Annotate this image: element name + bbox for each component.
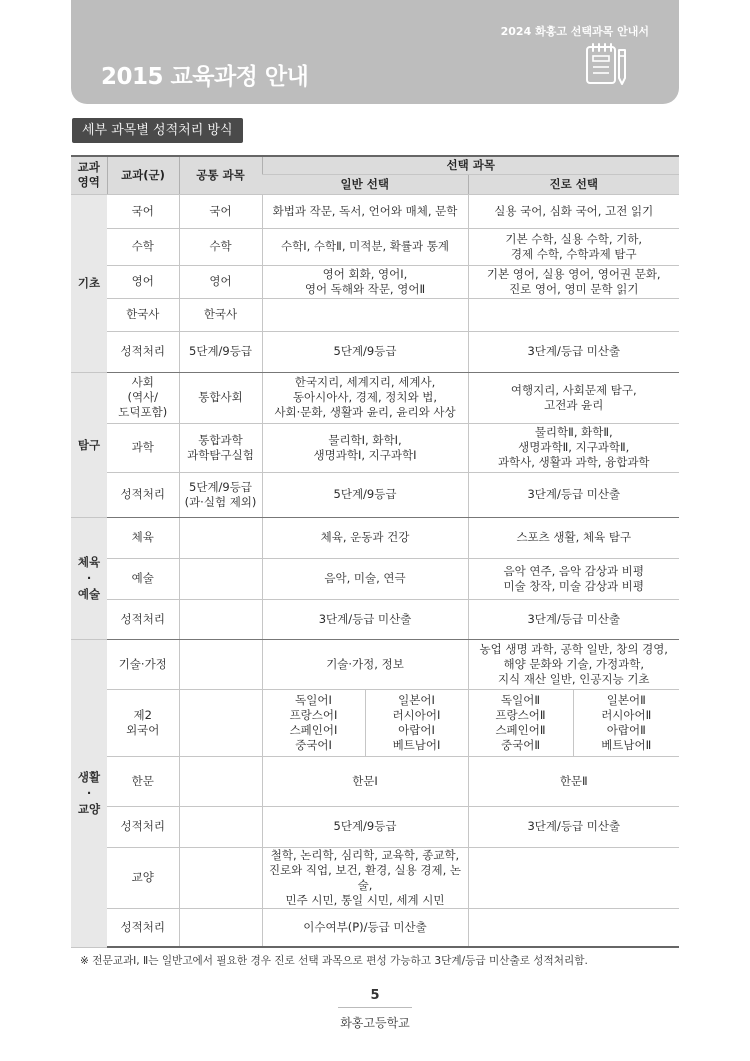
common-cell: 영어 — [179, 265, 262, 298]
subject-cell: 한국사 — [107, 298, 179, 331]
common-cell: 통합사회 — [179, 372, 262, 423]
general-cell: 5단계/9등급 — [262, 331, 468, 372]
area-life: 생활 · 교양 — [71, 639, 107, 947]
general-cell: 음악, 미술, 연극 — [262, 558, 468, 599]
footnote: ※ 전문교과Ⅰ, Ⅱ는 일반고에서 필요한 경우 진로 선택 과목으로 편성 가능하고 3단계/등급 미산출로 성적처리함. — [80, 955, 588, 967]
career-cell: 스포츠 생활, 체육 탐구 — [468, 517, 679, 558]
career-cell — [468, 908, 679, 947]
common-cell — [179, 599, 262, 639]
career-cell: 3단계/등급 미산출 — [468, 331, 679, 372]
school-name: 화홍고등학교 — [340, 1016, 410, 1030]
subject-cell: 과학 — [107, 423, 179, 472]
curriculum-table — [71, 155, 679, 948]
career-cell: 물리학Ⅱ, 화학Ⅱ, 생명과학Ⅱ, 지구과학Ⅱ, 과학사, 생활과 과학, 융합과학 — [468, 423, 679, 472]
table-row — [71, 558, 679, 599]
table-row — [71, 517, 679, 558]
subject-cell: 성적처리 — [107, 599, 179, 639]
subject-cell: 성적처리 — [107, 908, 179, 947]
section-title: 세부 과목별 성적처리 방식 — [72, 118, 243, 143]
general-cell: 5단계/9등급 — [262, 472, 468, 517]
subject-cell: 영어 — [107, 265, 179, 298]
career-cell-b: 일본어Ⅱ 러시아어Ⅱ 아랍어Ⅱ 베트남어Ⅱ — [573, 689, 679, 756]
table-row — [71, 331, 679, 372]
career-cell — [468, 298, 679, 331]
table-row — [71, 472, 679, 517]
header-elective: 선택 과목 — [262, 156, 679, 174]
subject-cell: 성적처리 — [107, 806, 179, 847]
subject-cell: 국어 — [107, 194, 179, 228]
general-cell: 기술·가정, 정보 — [262, 639, 468, 689]
table-row — [71, 639, 679, 689]
area-pe-arts: 체육 · 예술 — [71, 517, 107, 639]
general-cell: 화법과 작문, 독서, 언어와 매체, 문학 — [262, 194, 468, 228]
header-career: 진로 선택 — [468, 174, 679, 194]
table-row — [71, 756, 679, 806]
general-cell-b: 일본어Ⅰ 러시아어Ⅰ 아랍어Ⅰ 베트남어Ⅰ — [365, 689, 468, 756]
common-cell — [179, 639, 262, 689]
header-general: 일반 선택 — [262, 174, 468, 194]
subject-cell: 성적처리 — [107, 472, 179, 517]
table-row — [71, 908, 679, 947]
common-cell — [179, 806, 262, 847]
area-inquiry: 탐구 — [71, 372, 107, 517]
document-title: 2024 화홍고 선택과목 안내서 — [500, 25, 649, 38]
common-cell: 수학 — [179, 228, 262, 265]
table-row — [71, 847, 679, 908]
subject-cell: 성적처리 — [107, 331, 179, 372]
table-row — [71, 423, 679, 472]
common-cell — [179, 689, 262, 756]
career-cell: 기본 영어, 실용 영어, 영어권 문화, 진로 영어, 영미 문학 읽기 — [468, 265, 679, 298]
career-cell: 여행지리, 사회문제 탐구, 고전과 윤리 — [468, 372, 679, 423]
career-cell: 3단계/등급 미산출 — [468, 599, 679, 639]
career-cell: 3단계/등급 미산출 — [468, 472, 679, 517]
subject-cell: 제2 외국어 — [107, 689, 179, 756]
common-cell — [179, 908, 262, 947]
header-common: 공통 과목 — [179, 156, 262, 194]
common-cell — [179, 847, 262, 908]
general-cell: 5단계/9등급 — [262, 806, 468, 847]
table-row — [71, 265, 679, 298]
header-area: 교과 영역 — [71, 156, 107, 194]
footer-divider — [338, 1007, 412, 1008]
career-cell: 3단계/등급 미산출 — [468, 806, 679, 847]
table-row — [71, 372, 679, 423]
general-cell: 수학Ⅰ, 수학Ⅱ, 미적분, 확률과 통계 — [262, 228, 468, 265]
career-cell: 한문Ⅱ — [468, 756, 679, 806]
general-cell: 체육, 운동과 건강 — [262, 517, 468, 558]
subject-cell: 체육 — [107, 517, 179, 558]
common-cell — [179, 558, 262, 599]
general-cell: 한문Ⅰ — [262, 756, 468, 806]
table-row — [71, 228, 679, 265]
career-cell: 기본 수학, 실용 수학, 기하, 경제 수학, 수학과제 탐구 — [468, 228, 679, 265]
general-cell: 이수여부(P)/등급 미산출 — [262, 908, 468, 947]
main-title: 2015 교육과정 안내 — [101, 64, 309, 90]
general-cell: 물리학Ⅰ, 화학Ⅰ, 생명과학Ⅰ, 지구과학Ⅰ — [262, 423, 468, 472]
table-row — [71, 806, 679, 847]
subject-cell: 사회 (역사/ 도덕포함) — [107, 372, 179, 423]
subject-cell: 교양 — [107, 847, 179, 908]
career-cell: 실용 국어, 심화 국어, 고전 읽기 — [468, 194, 679, 228]
header-subject-group: 교과(군) — [107, 156, 179, 194]
career-cell — [468, 847, 679, 908]
common-cell — [179, 517, 262, 558]
subject-cell: 수학 — [107, 228, 179, 265]
general-cell: 3단계/등급 미산출 — [262, 599, 468, 639]
career-cell-a: 독일어Ⅱ 프랑스어Ⅱ 스페인어Ⅱ 중국어Ⅱ — [468, 689, 573, 756]
page-header — [71, 0, 679, 104]
general-cell: 철학, 논리학, 심리학, 교육학, 종교학, 진로와 직업, 보건, 환경, 실용 경제, 논술, 민주 시민, 통일 시민, 세계 시민 — [262, 847, 468, 908]
career-cell: 음악 연주, 음악 감상과 비평 미술 창작, 미술 감상과 비평 — [468, 558, 679, 599]
subject-cell: 기술·가정 — [107, 639, 179, 689]
table-row — [71, 298, 679, 331]
notebook-pen-icon — [585, 42, 627, 88]
common-cell: 통합과학 과학탐구실험 — [179, 423, 262, 472]
common-cell: 5단계/9등급 — [179, 331, 262, 372]
page-number: 5 — [370, 988, 380, 1003]
general-cell — [262, 298, 468, 331]
subject-cell: 한문 — [107, 756, 179, 806]
career-cell: 농업 생명 과학, 공학 일반, 창의 경영, 해양 문화와 기술, 가정과학, 지식 재산 일반, 인공지능 기초 — [468, 639, 679, 689]
table-row — [71, 599, 679, 639]
common-cell: 국어 — [179, 194, 262, 228]
general-cell: 영어 회화, 영어Ⅰ, 영어 독해와 작문, 영어Ⅱ — [262, 265, 468, 298]
general-cell: 한국지리, 세계지리, 세계사, 동아시아사, 경제, 정치와 법, 사회·문화, 생활과 윤리, 윤리와 사상 — [262, 372, 468, 423]
table-row — [71, 194, 679, 228]
table-row — [71, 689, 679, 756]
general-cell-a: 독일어Ⅰ 프랑스어Ⅰ 스페인어Ⅰ 중국어Ⅰ — [262, 689, 365, 756]
common-cell: 한국사 — [179, 298, 262, 331]
area-basic: 기초 — [71, 194, 107, 372]
common-cell: 5단계/9등급 (과·실험 제외) — [179, 472, 262, 517]
subject-cell: 예술 — [107, 558, 179, 599]
common-cell — [179, 756, 262, 806]
